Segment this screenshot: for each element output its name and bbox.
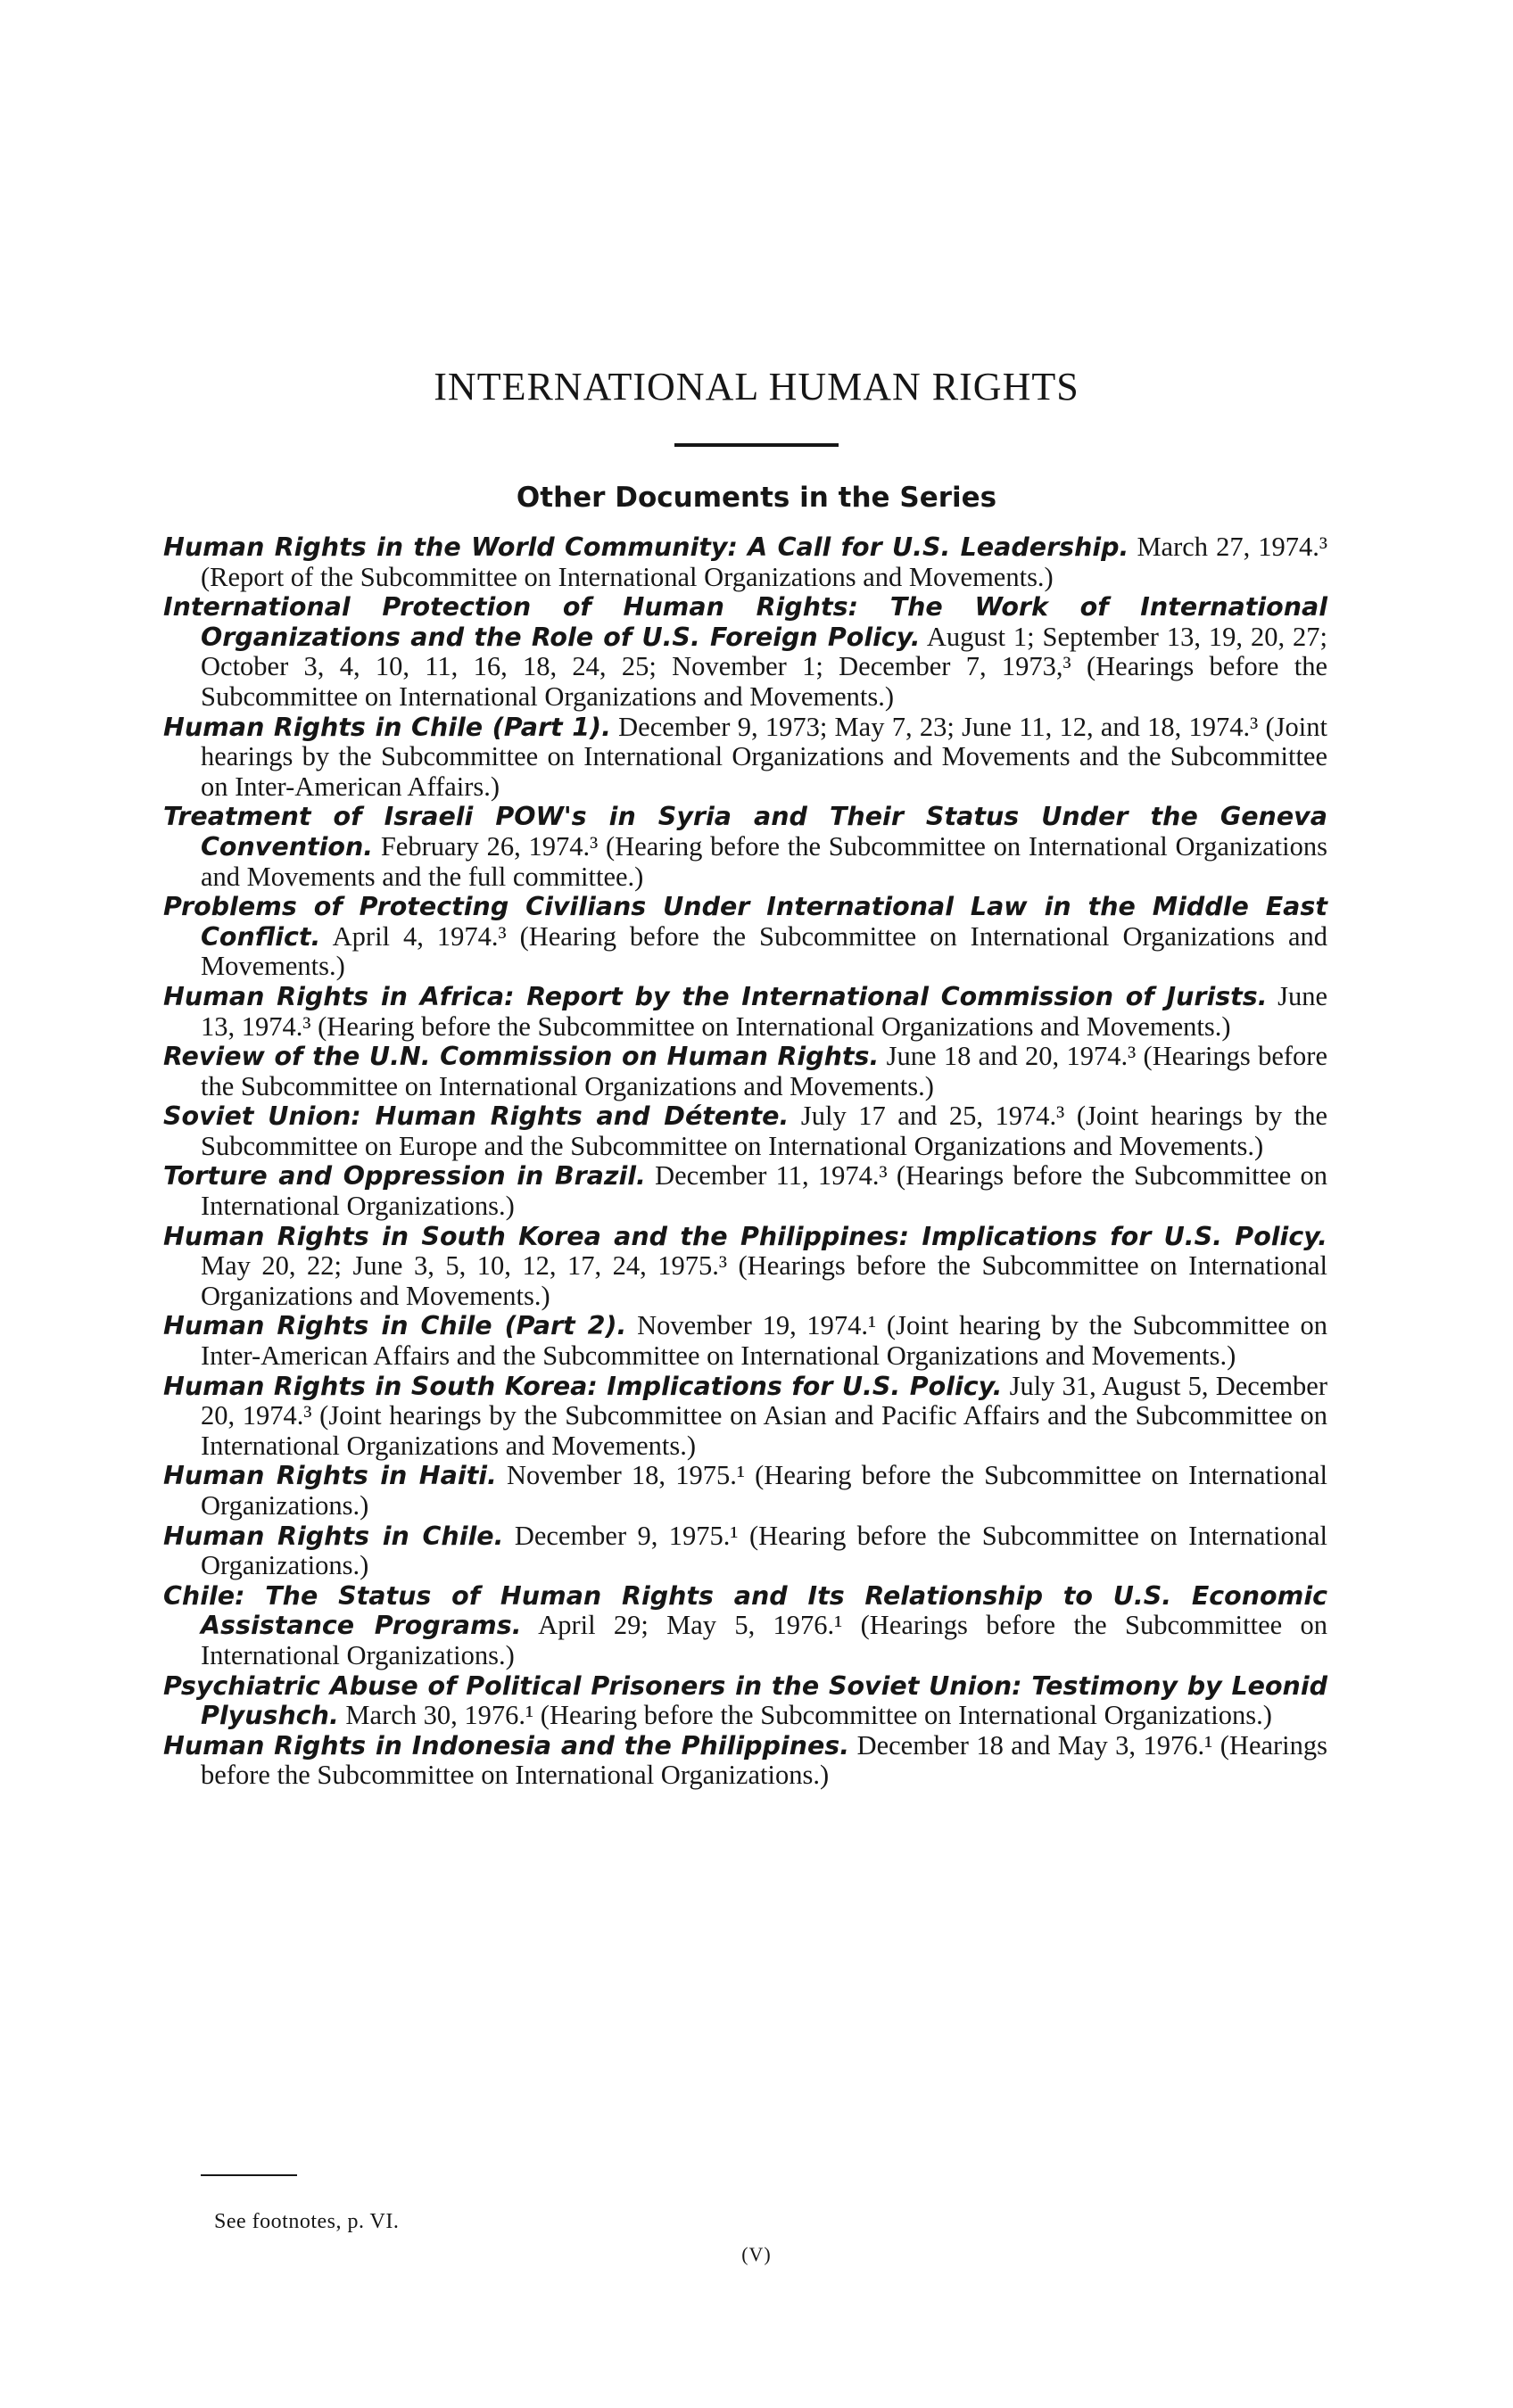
list-item <box>163 713 1327 803</box>
document-title: Human Rights in the World Community: A Call for U.S. Leadership. <box>163 532 1129 562</box>
document-detail: May 20, 22; June 3, 5, 10, 12, 17, 24, 1975.³ (Hearings before the Subcommittee on International Organizations and Movements.) <box>201 1250 1327 1311</box>
list-item <box>163 1372 1327 1462</box>
document-title: Human Rights in Africa: Report by the International Commission of Jurists. <box>163 981 1268 1011</box>
document-detail: December 9, 1973; May 7, 23; June 11, 12, and 18, 1974.³ (Joint hearings by the Subcommittee on International Organizations and Movements and the Subcommittee on Inter-American Affairs.) <box>201 711 1327 802</box>
document-title: Torture and Oppression in Brazil. <box>163 1161 646 1192</box>
document-title: Human Rights in Indonesia and the Philippines. <box>163 1730 850 1761</box>
page-number: (V) <box>741 2243 772 2265</box>
document-title: Psychiatric Abuse of Political Prisoners in the Soviet Union: Testimony by Leonid Plyushch. <box>163 1670 1327 1731</box>
list-item <box>163 1521 1327 1581</box>
footnote-reference: See footnotes, p. VI. <box>214 2210 400 2233</box>
document-detail: April 4, 1974.³ (Hearing before the Subcommittee on International Organizations and Movements.) <box>201 920 1327 982</box>
document-title: Human Rights in South Korea and the Philippines: Implications for U.S. Policy. <box>163 1221 1327 1251</box>
list-item <box>163 1161 1327 1221</box>
document-detail: July 17 and 25, 1974.³ (Joint hearings by the Subcommittee on Europe and the Subcommittee on International Organizations and Movements.) <box>201 1101 1327 1161</box>
document-title: Soviet Union: Human Rights and Détente. <box>163 1101 790 1132</box>
list-item <box>163 1731 1327 1791</box>
document-detail: March 27, 1974.³ (Report of the Subcommittee on International Organizations and Movements.) <box>201 532 1328 592</box>
list-item <box>163 982 1327 1042</box>
list-item <box>163 532 1327 592</box>
list-item <box>163 1101 1327 1161</box>
document-title: International Protection of Human Rights: The Work of International Organizations and the Role of U.S. Foreign Policy. <box>163 592 1327 652</box>
document-title: Chile: The Status of Human Rights and Its Relationship to U.S. Economic Assistance Programs. <box>163 1580 1327 1641</box>
list-item <box>163 1042 1327 1101</box>
document-detail: July 31, August 5, December 20, 1974.³ (Joint hearings by the Subcommittee on Asian and Pacific Affairs and the Subcommittee on International Organizations and Movements.) <box>201 1370 1327 1461</box>
document-detail: August 1; September 13, 19, 20, 27; October 3, 4, 10, 11, 16, 18, 24, 25; November 1; December 7, 1973,³ (Hearings before the Subcommittee on International Organizations and Movements.) <box>201 621 1327 712</box>
document-title: Human Rights in Haiti. <box>163 1461 497 1491</box>
document-detail: February 26, 1974.³ (Hearing before the Subcommittee on International Organizations and Movements and the full committee.) <box>201 830 1327 892</box>
list-item <box>163 1671 1327 1731</box>
document-title: Human Rights in Chile. <box>163 1521 504 1551</box>
document-detail: April 29; May 5, 1976.¹ (Hearings before the Subcommittee on International Organizations.) <box>201 1610 1327 1670</box>
document-title: Problems of Protecting Civilians Under International Law in the Middle East Conflict. <box>163 892 1327 952</box>
list-item <box>163 1461 1327 1521</box>
document-title: Human Rights in South Korea: Implications for U.S. Policy. <box>163 1371 1003 1401</box>
document-title: Treatment of Israeli POW's in Syria and Their Status Under the Geneva Convention. <box>163 802 1327 862</box>
section-heading: Other Documents in the Series <box>516 482 997 514</box>
list-item <box>163 802 1327 892</box>
footnote-divider <box>201 2174 297 2176</box>
list-item <box>163 1311 1327 1371</box>
title-divider <box>674 443 839 447</box>
page-title: INTERNATIONAL HUMAN RIGHTS <box>434 365 1079 408</box>
document-detail: December 9, 1975.¹ (Hearing before the Subcommittee on International Organizations.) <box>201 1520 1328 1581</box>
list-item <box>163 1222 1327 1312</box>
document-detail: June 13, 1974.³ (Hearing before the Subcommittee on International Organizations and Movements.) <box>201 980 1327 1042</box>
document-title: Human Rights in Chile (Part 1). <box>163 712 611 742</box>
document-detail: December 11, 1974.³ (Hearings before the Subcommittee on International Organizations.) <box>201 1160 1328 1222</box>
document-title: Review of the U.N. Commission on Human Rights. <box>163 1042 880 1072</box>
list-item <box>163 892 1327 982</box>
document-detail: June 18 and 20, 1974.³ (Hearings before the Subcommittee on International Organizations and Movements.) <box>201 1041 1328 1101</box>
list-item <box>163 1581 1327 1671</box>
document-detail: November 19, 1974.¹ (Joint hearing by the Subcommittee on Inter-American Affairs and the Subcommittee on International Organizations and Movements.) <box>201 1310 1328 1372</box>
document-title: Human Rights in Chile (Part 2). <box>163 1311 627 1341</box>
document-list <box>163 532 1327 1791</box>
document-detail: November 18, 1975.¹ (Hearing before the Subcommittee on International Organizations.) <box>201 1460 1328 1521</box>
list-item <box>163 592 1327 712</box>
document-detail: December 18 and May 3, 1976.¹ (Hearings before the Subcommittee on International Organizations.) <box>201 1729 1328 1791</box>
document-detail: March 30, 1976.¹ (Hearing before the Subcommittee on International Organizations.) <box>345 1700 1272 1731</box>
